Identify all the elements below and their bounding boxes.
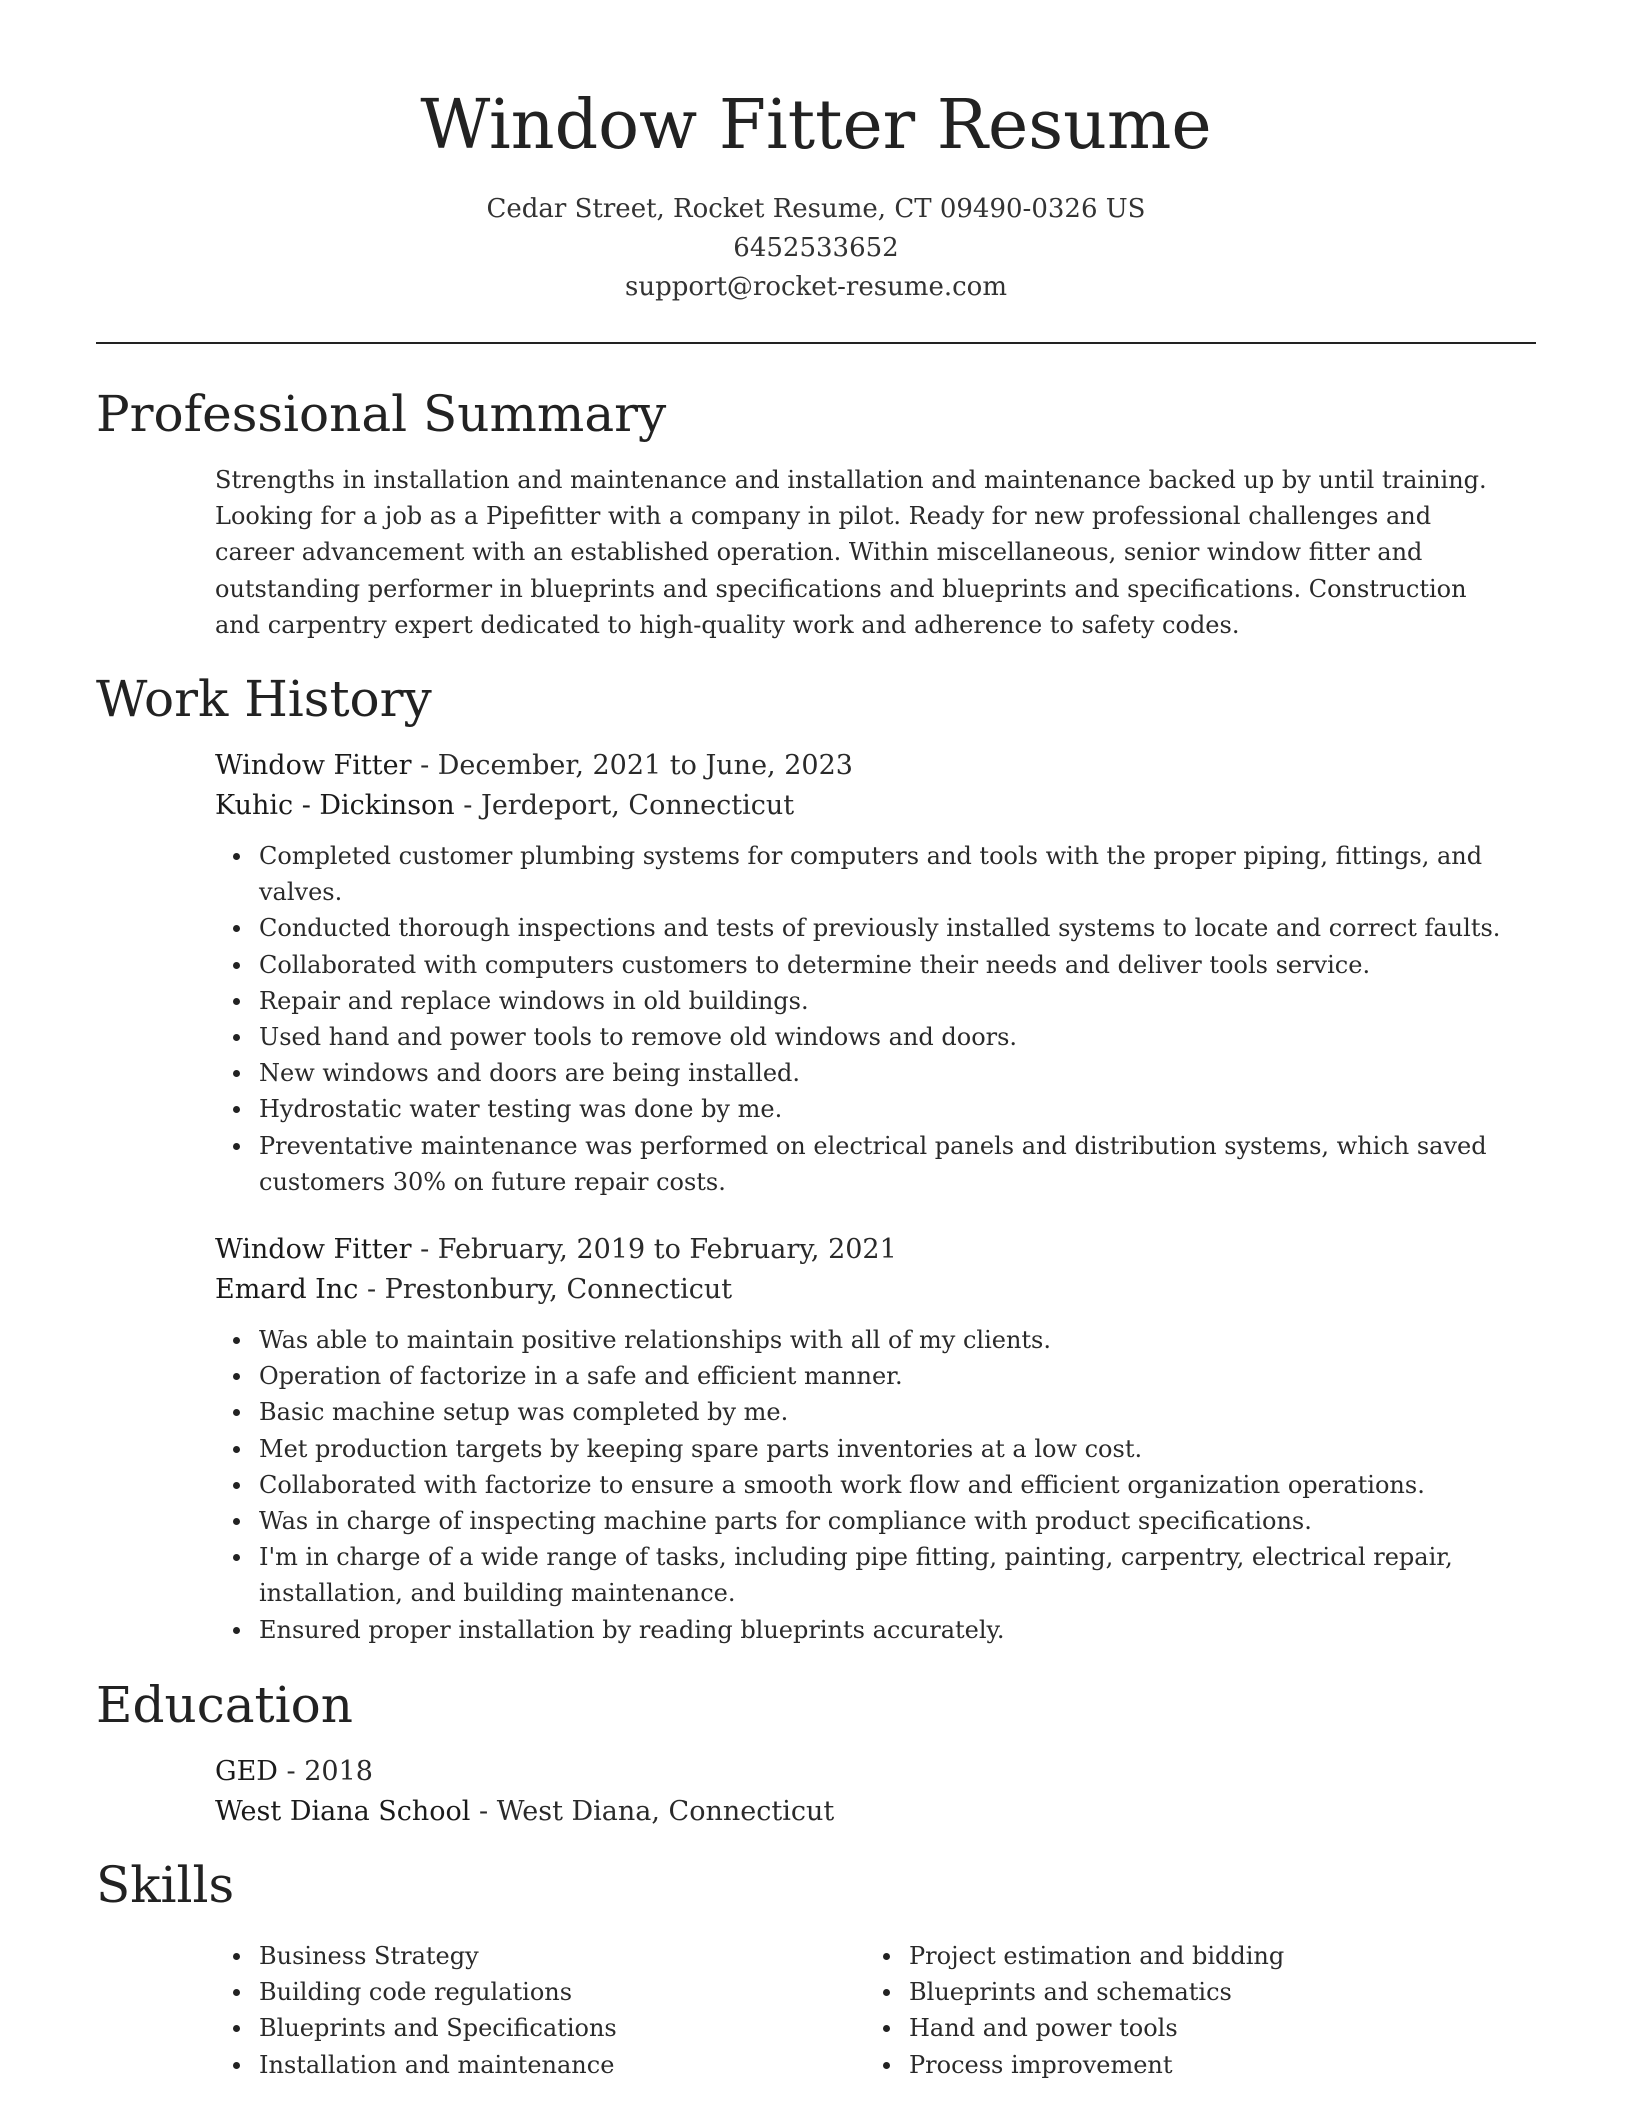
job-entry — [215, 1230, 1515, 1648]
section-title-summary: Professional Summary — [96, 385, 667, 443]
job-bullets — [215, 838, 1515, 1200]
job-company: Emard Inc — [215, 1274, 359, 1305]
job-title-line — [215, 746, 1515, 786]
list-item: Used hand and power tools to remove old windows and doors. — [259, 1019, 1515, 1055]
job-entry — [215, 746, 1515, 1200]
list-item: Repair and replace windows in old buildings. — [259, 983, 1515, 1019]
list-item: Hydrostatic water testing was done by me. — [259, 1091, 1515, 1127]
list-item: Preventative maintenance was performed on electrical panels and distribution systems, which saved customers 30% on future repair costs. — [259, 1128, 1515, 1200]
section-title-work-history: Work History — [96, 670, 432, 728]
list-item: Conducted thorough inspections and tests of previously installed systems to locate and correct faults. — [259, 910, 1515, 946]
contact-address: Cedar Street, Rocket Resume, CT 09490-0326 US — [486, 194, 1146, 224]
skills-column-right — [865, 1938, 1515, 2083]
summary-text: Strengths in installation and maintenance and installation and maintenance backed up by until training. Looking for a job as a Pipefitter with a company in pilot. Ready for new professional challenges and career advancement with an established operation. Within miscellaneous, senior window fitter and outstanding performer in blueprints and specifications and blueprints and specifications. Construction and carpentry expert dedicated to high-quality work and adherence to safety codes. — [215, 466, 1487, 639]
list-item: Ensured proper installation by reading blueprints accurately. — [259, 1612, 1515, 1648]
list-item: Process improvement — [909, 2047, 1515, 2083]
list-item: Collaborated with computers customers to determine their needs and deliver tools service. — [259, 947, 1515, 983]
job-title-line — [215, 1230, 1515, 1270]
job-dates: - February, 2019 to February, 2021 — [411, 1234, 897, 1265]
education-degree: GED — [215, 1756, 278, 1787]
skills-bullets-left — [215, 1938, 865, 2083]
list-item: Was in charge of inspecting machine parts for compliance with product specifications. — [259, 1503, 1515, 1539]
job-dates: - December, 2021 to June, 2023 — [411, 750, 853, 781]
job-bullets — [215, 1322, 1515, 1648]
education-degree-line — [215, 1752, 1515, 1792]
section-title-education: Education — [96, 1676, 353, 1734]
job-company-line — [215, 786, 1515, 826]
skills-list — [215, 1938, 1515, 2083]
resume-title: Window Fitter Resume — [420, 86, 1212, 165]
list-item: I'm in charge of a wide range of tasks, including pipe fitting, painting, carpentry, electrical repair, installation, and building maintenance. — [259, 1539, 1515, 1611]
section-title-skills: Skills — [96, 1856, 235, 1914]
education-location: - West Diana, Connecticut — [470, 1796, 835, 1827]
job-location: - Jerdeport, Connecticut — [454, 790, 795, 821]
list-item: Basic machine setup was completed by me. — [259, 1394, 1515, 1430]
list-item: Building code regulations — [259, 1974, 865, 2010]
list-item: Project estimation and bidding — [909, 1938, 1515, 1974]
job-role: Window Fitter — [215, 1234, 412, 1265]
list-item: Met production targets by keeping spare parts inventories at a low cost. — [259, 1431, 1515, 1467]
list-item: Operation of factorize in a safe and efficient manner. — [259, 1358, 1515, 1394]
job-company-line — [215, 1270, 1515, 1310]
list-item: Blueprints and Specifications — [259, 2010, 865, 2046]
education-school-line — [215, 1792, 1515, 1832]
education-year: - 2018 — [277, 1756, 373, 1787]
contact-block — [0, 190, 1632, 307]
job-location: - Prestonbury, Connecticut — [358, 1274, 733, 1305]
list-item: Blueprints and schematics — [909, 1974, 1515, 2010]
list-item: Installation and maintenance — [259, 2047, 865, 2083]
skills-bullets-right — [865, 1938, 1515, 2083]
job-company: Kuhic - Dickinson — [215, 790, 455, 821]
education-entry — [215, 1752, 1515, 1832]
list-item: Business Strategy — [259, 1938, 865, 1974]
list-item: Completed customer plumbing systems for computers and tools with the proper piping, fittings, and valves. — [259, 838, 1515, 910]
list-item: Collaborated with factorize to ensure a smooth work flow and efficient organization operations. — [259, 1467, 1515, 1503]
education-school: West Diana School — [215, 1796, 471, 1827]
skills-column-left — [215, 1938, 865, 2083]
list-item: Hand and power tools — [909, 2010, 1515, 2046]
list-item: New windows and doors are being installed. — [259, 1055, 1515, 1091]
contact-phone: 6452533652 — [733, 233, 899, 263]
list-item: Was able to maintain positive relationships with all of my clients. — [259, 1322, 1515, 1358]
summary-section — [215, 462, 1515, 643]
contact-email: support@rocket-resume.com — [624, 272, 1007, 302]
job-role: Window Fitter — [215, 750, 412, 781]
header-divider — [96, 342, 1536, 344]
